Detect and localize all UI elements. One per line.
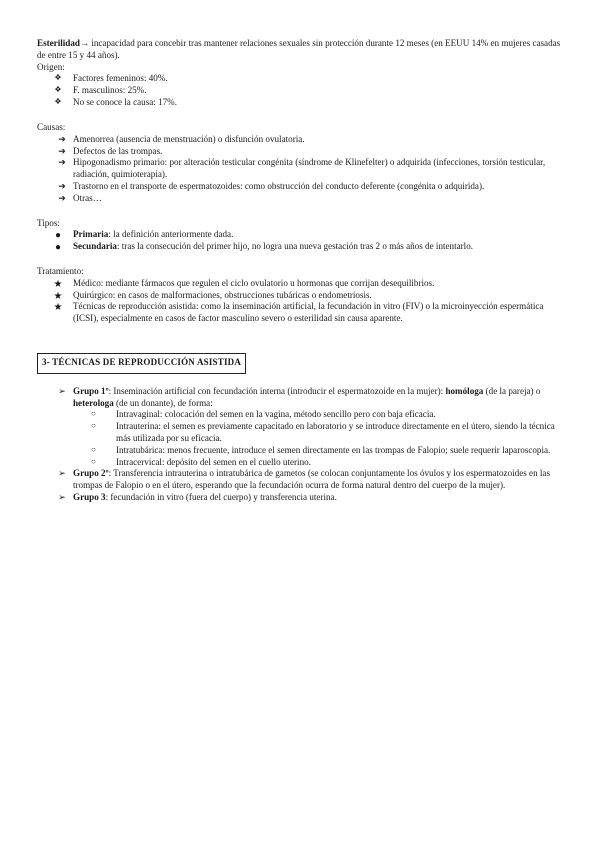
tipos-list [37,229,565,253]
grupo-label: Grupo 2º [73,468,109,479]
circle-bullet-icon: ○ [91,421,96,431]
grupo-text: : Transferencia intrauterina o intratubárica de gametos (se colocan conjuntamente los óvulos y los espermatozoides en las trompas de Falopio o en el útero, esperando que la fecundación ocurra de forma natural dentro del cuerpo de la mujer). [73,468,551,491]
sublist-item-text: Intrauterina: el semen es previamente capacitado en laboratorio y se introduce directamente en el útero, siendo la técnica más utilizada por su eficacia. [116,421,555,443]
star-bullet-icon: ★ [53,278,63,290]
heterologa-term: heterologa [73,397,114,408]
star-bullet-icon: ★ [53,290,63,302]
list-item [37,181,565,193]
grupo-text: : fecundación in vitro (fuera del cuerpo) y transferencia uterina. [105,492,337,503]
grupos-list [37,386,565,504]
sublist-item [73,421,565,445]
triangle-arrow-icon: ➢ [58,468,66,479]
list-item [37,229,565,241]
list-item-text: : la definición anteriormente dada. [108,229,234,240]
homologa-term: homóloga [445,385,484,396]
intro-text: incapacidad para concebir tras mantener relaciones sexuales sin protección durante 12 meses (en EEUU 14% en mujeres casadas de entre 15 y 44 años). [37,38,561,60]
list-item-text: : tras la consecución del primer hijo, no logra una nueva gestación tras 2 o más años de intentarlo. [116,241,474,252]
section-heading: 3- TÉCNICAS DE REPRODUCCIÓN ASISTIDA [37,353,246,374]
intro-term: Esterilidad [37,38,80,48]
list-item [37,241,565,253]
list-item-text: Técnicas de reproducción asistida: como la inseminación artificial, la fecundación in vitro (FIV) o la microinyección espermática (ICSI), especialmente en casos de factor masculino severo o esterilidad sin causa aparente. [73,301,544,324]
list-item [37,301,565,325]
dot-bullet-icon: ● [54,242,62,254]
list-item [37,157,565,181]
dot-bullet-icon: ● [54,230,62,242]
list-item-text: No se conoce la causa: 17%. [73,97,178,108]
list-item-text: Otras… [73,192,102,203]
origen-title: Origen: [37,61,65,72]
sublist-item [73,445,565,457]
arrow-bullet-icon: ➔ [58,192,66,203]
grupo-2-item [37,468,565,492]
list-item [37,146,565,158]
sublist-item-text: Intravaginal: colocación del semen en la vagina, método sencillo pero con baja eficacia. [116,409,436,420]
grupo-label: Grupo 1º [73,385,109,396]
sublist-item-text: Intracervical: depósito del semen en el cuello uterino. [116,456,311,467]
causas-title: Causas: [37,121,66,132]
arrow-bullet-icon: ➔ [58,133,66,144]
grupo-text: (de un donante), de forma: [113,397,213,408]
sublist-item [73,457,565,469]
list-item [37,97,565,109]
arrow-glyph: → [79,38,90,48]
list-item-text: F. masculinos: 25%. [73,85,147,96]
circle-bullet-icon: ○ [91,409,96,419]
sublist-item-text: Intratubárica: menos frecuente, introduce el semen directamente en las trompas de Falopio; suele requerir laparoscopia. [116,444,551,455]
star-bullet-icon: ★ [53,302,63,314]
arrow-bullet-icon: ➔ [58,180,66,191]
arrow-bullet-icon: ➔ [58,145,66,156]
grupo-label: Grupo 3 [73,492,106,503]
list-item-text: Defectos de las trompas. [73,145,163,156]
circle-bullet-icon: ○ [91,444,96,454]
causas-list [37,134,565,205]
list-item [37,290,565,302]
list-item [37,85,565,97]
grupo-3-item [37,492,565,504]
grupo-1-item [37,386,565,469]
tipos-title: Tipos: [37,217,60,228]
grupo-text: (de la pareja) o [483,385,541,396]
document-body [37,38,565,504]
list-item-text: Amenorrea (ausencia de menstruación) o disfunción ovulatoria. [73,133,305,144]
list-item-text: Médico: mediante fármacos que regulen el ciclo ovulatorio u hormonas que corrijan desequilibrios. [73,277,435,288]
diamond-bullet-icon: ❖ [54,73,62,83]
diamond-bullet-icon: ❖ [54,97,62,107]
arrow-bullet-icon: ➔ [58,157,66,168]
list-item-text: Factores femeninos: 40%. [73,73,168,84]
origen-list [37,73,565,108]
grupo-1-sublist [73,409,565,468]
list-item-term: Primaria [73,229,109,240]
list-item [37,134,565,146]
circle-bullet-icon: ○ [91,456,96,466]
grupo-text: : Inseminación artificial con fecundación interna (introducir el espermatozoide en la mujer): [108,385,446,396]
tratamiento-list [37,278,565,325]
list-item [37,193,565,205]
diamond-bullet-icon: ❖ [54,85,62,95]
list-item [37,278,565,290]
triangle-arrow-icon: ➢ [58,385,66,396]
list-item-text: Hipogonadismo primario: por alteración testicular congénita (síndrome de Klinefelter) o adquirida (infecciones, torsión testicular, radiación, quimioterapia). [73,157,546,180]
tratamiento-title: Tratamiento: [37,266,84,276]
list-item-term: Secundaria [73,241,117,252]
sublist-item [73,409,565,421]
list-item [37,73,565,85]
intro-paragraph [37,38,565,62]
triangle-arrow-icon: ➢ [58,492,66,503]
list-item-text: Quirúrgico: en casos de malformaciones, obstrucciones tubáricas o endometriosis. [73,289,372,300]
list-item-text: Trastorno en el transporte de espermatozoides: como obstrucción del conducto deferente (congénita o adquirida). [73,180,485,191]
